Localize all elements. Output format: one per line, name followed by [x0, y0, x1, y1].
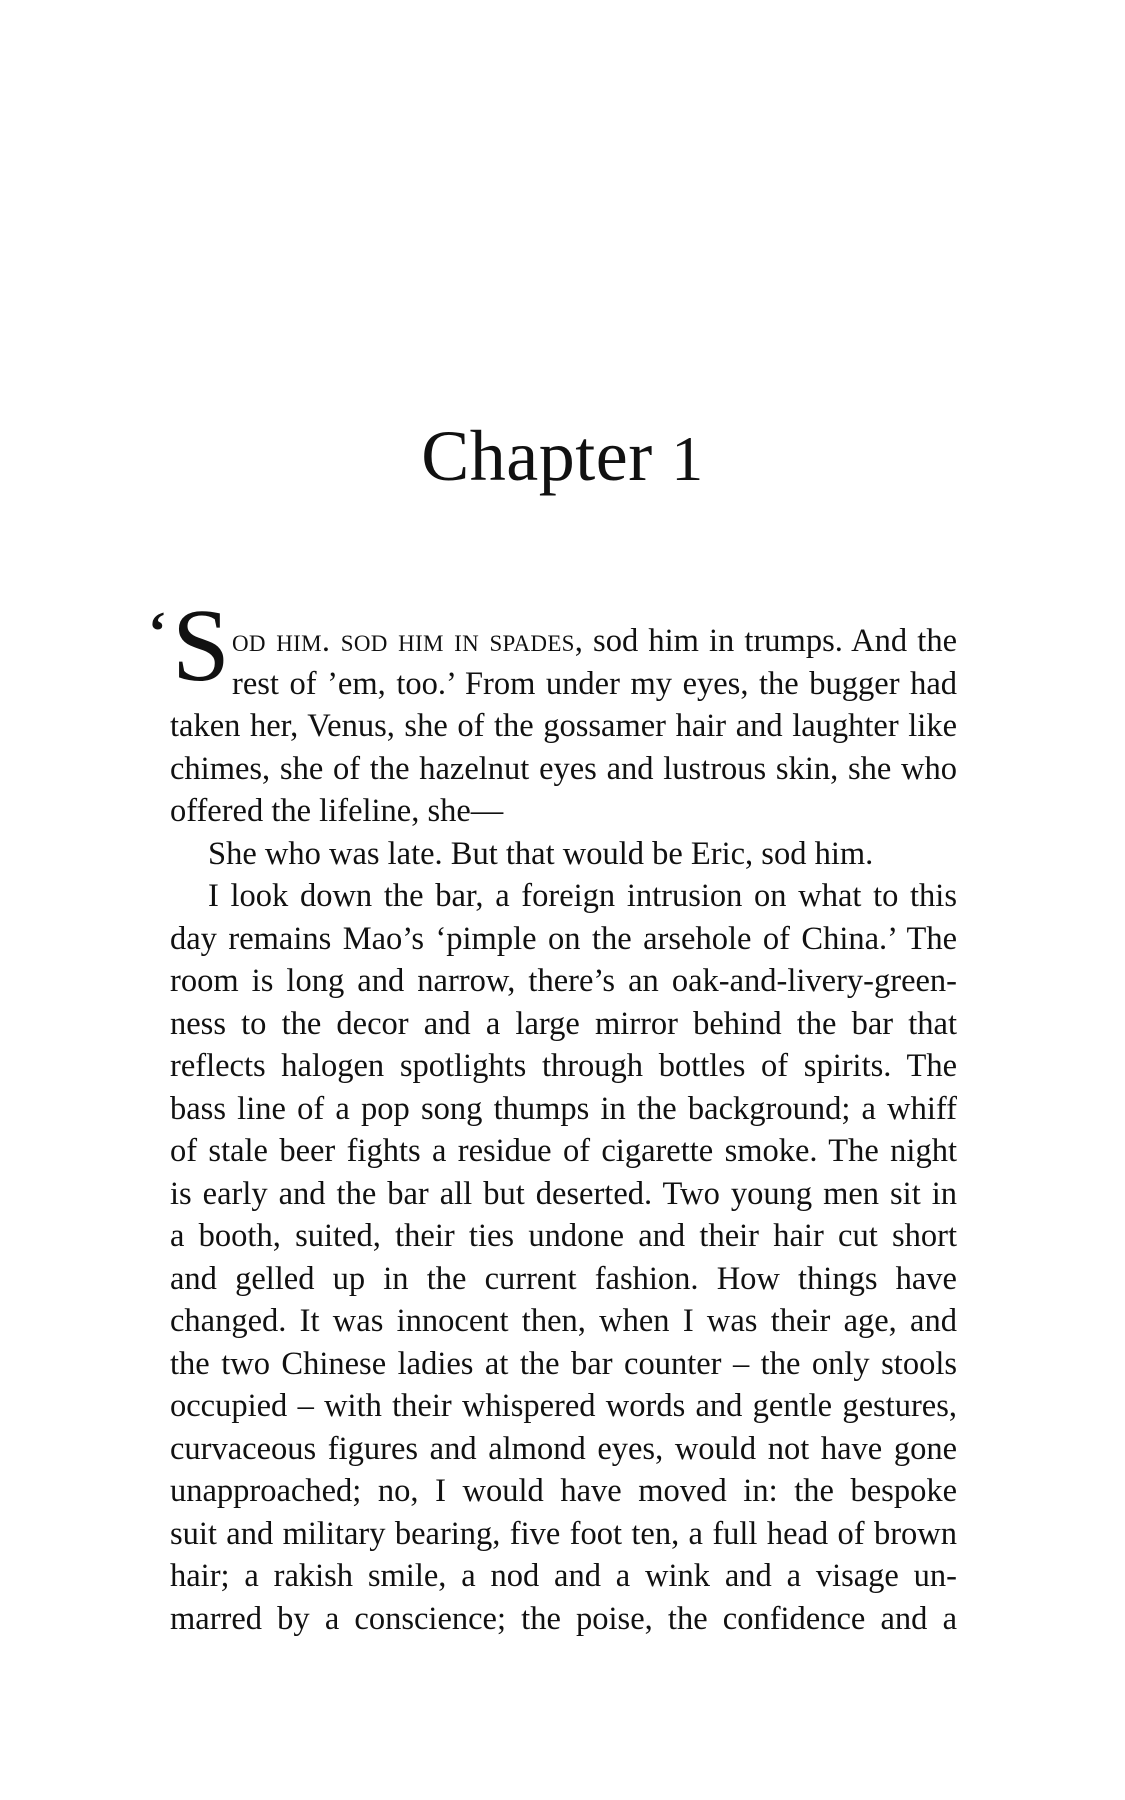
chapter-number: 1 [671, 423, 704, 494]
text-line: chimes, she of the hazelnut eyes and lustrous skin, she who [170, 750, 957, 787]
text-line: taken her, Venus, she of the gossamer hair and laughter like [170, 708, 957, 744]
text-line: ness to the decor and a large mirror behind the bar that [170, 1005, 957, 1042]
text-line: offered the lifeline, she— [170, 793, 504, 829]
text-line-content: , sod him in trumps. And the [574, 623, 957, 659]
text-line: curvaceous figures and almond eyes, would not have gone [170, 1430, 957, 1467]
text-line: I look down the bar, a foreign intrusion on what to this [208, 878, 957, 914]
text-line: She who was late. But that would be Eric, sod him. [208, 835, 874, 872]
text-line: the two Chinese ladies at the bar counter – the only stools [170, 1345, 957, 1382]
text-line: reflects halogen spotlights through bottles of spirits. The [170, 1048, 957, 1084]
text-line: hair; a rakish smile, a nod and a wink and a visage un- [170, 1558, 957, 1594]
smallcaps-lead-in: od him. sod him in spades [232, 623, 575, 659]
body-text [170, 620, 957, 1640]
drop-cap-quote-mark: ‘ [148, 601, 167, 663]
text-line: room is long and narrow, there’s an oak-and-livery-green- [170, 963, 957, 999]
text-line: occupied – with their whispered words and gentle gestures, [170, 1388, 957, 1424]
text-line [170, 620, 957, 663]
chapter-title-word: Chapter [421, 416, 653, 496]
text-line: rest of ’em, too.’ From under my eyes, the bugger had [232, 665, 957, 702]
text-line: is early and the bar all but deserted. Two young men sit in [170, 1175, 957, 1212]
text-line: of stale beer fights a residue of cigarette smoke. The night [170, 1133, 957, 1169]
text-line: unapproached; no, I would have moved in: the bespoke [170, 1473, 957, 1509]
text-line: day remains Mao’s ‘pimple on the arsehole of China.’ The [170, 920, 957, 957]
text-line: a booth, suited, their ties undone and their hair cut short [170, 1218, 957, 1254]
text-line: marred by a conscience; the poise, the confidence and a [170, 1600, 957, 1637]
text-line: and gelled up in the current fashion. How things have [170, 1260, 957, 1297]
drop-cap-letter: S [172, 588, 230, 703]
text-line: suit and military bearing, five foot ten, a full head of brown [170, 1515, 957, 1552]
chapter-title [0, 416, 1125, 496]
text-line: changed. It was innocent then, when I was their age, and [170, 1303, 957, 1339]
text-line: bass line of a pop song thumps in the background; a whiff [170, 1090, 957, 1127]
